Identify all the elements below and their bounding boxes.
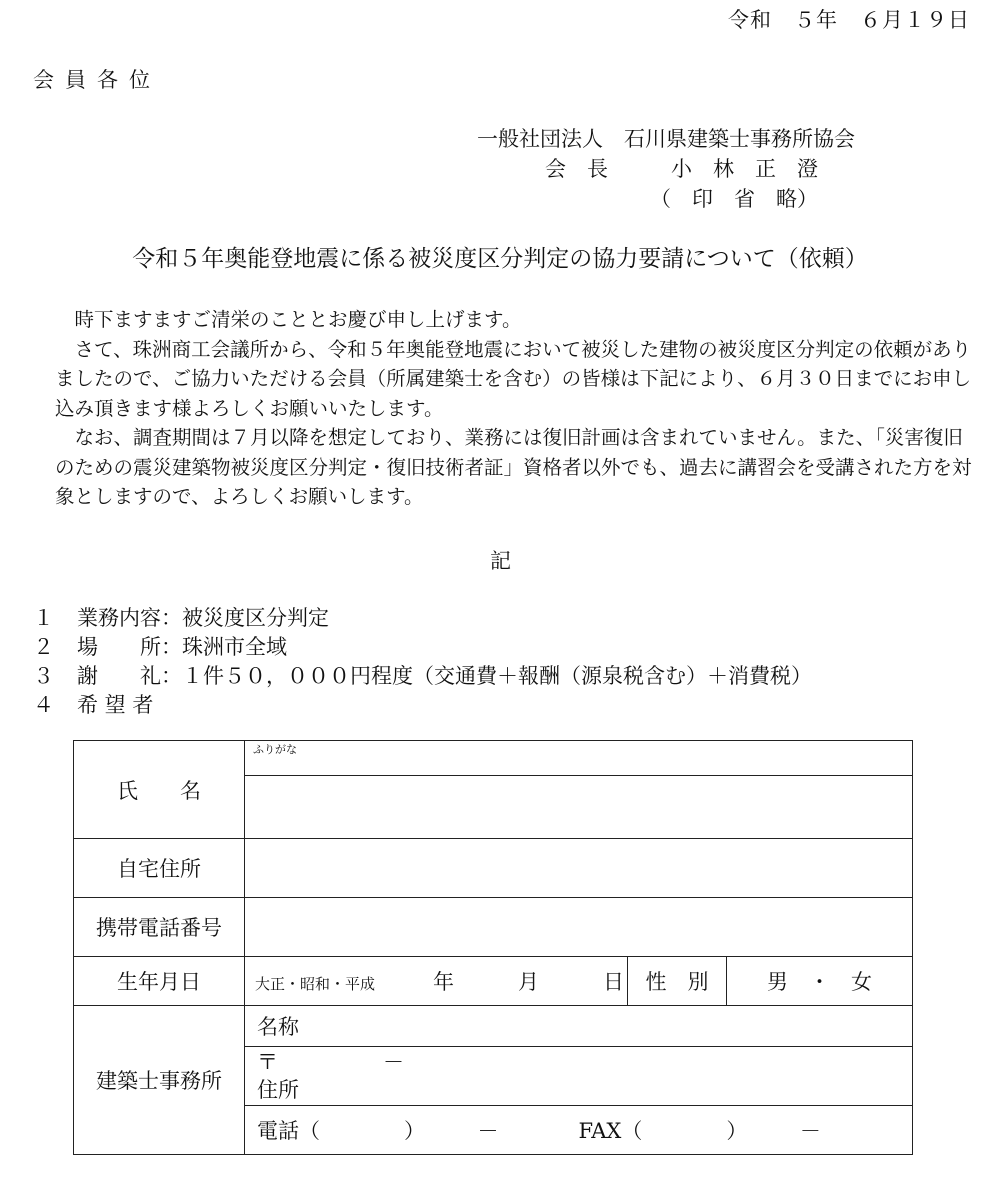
sex-label: 性 別 xyxy=(628,957,727,1006)
mobile-label: 携帯電話番号 xyxy=(74,898,245,957)
sender-president: 会 長 小 林 正 澄 xyxy=(545,157,818,181)
list-item: ２ 場 所：珠洲市全域 xyxy=(33,635,287,659)
furigana-field[interactable]: ふりがな xyxy=(245,741,913,776)
home-address-label: 自宅住所 xyxy=(74,839,245,898)
note-paragraph: なお、調査期間は７月以降を想定しており、業務には復旧計画は含まれていません。また、「災害復旧のための震災建築物被災度区分判定・復旧技術者証」資格者以外でも、過去に講習会を受講された方を対象としますので、よろしくお願いします。 xyxy=(55,426,972,508)
recipient: 会員各位 xyxy=(33,68,161,92)
birth-label: 生年月日 xyxy=(74,957,245,1006)
office-address-field[interactable] xyxy=(245,1047,913,1106)
mobile-field[interactable] xyxy=(245,898,913,957)
home-address-field[interactable] xyxy=(245,839,913,898)
phone-label: 電話（ ） － xyxy=(257,1119,499,1143)
office-name-field[interactable]: 名称 xyxy=(245,1006,913,1047)
list-item: ４ 希 望 者 xyxy=(33,693,154,717)
sender-organization: 一般社団法人 石川県建築士事務所協会 xyxy=(477,127,855,151)
era-options: 大正・昭和・平成 xyxy=(255,975,376,993)
name-field[interactable] xyxy=(245,776,913,839)
fax-label: FAX（ ） － xyxy=(578,1119,821,1143)
list-item: ３ 謝 礼：１件５０，０００円程度（交通費＋報酬（源泉税含む）＋消費税） xyxy=(33,664,812,688)
sex-field[interactable]: 男 ・ 女 xyxy=(727,957,913,1006)
body-text xyxy=(55,305,980,512)
list-item: １ 業務内容：被災度区分判定 xyxy=(33,606,329,630)
request-paragraph: さて、珠洲商工会議所から、令和５年奥能登地震において被災した建物の被災度区分判定の依頼がありましたので、ご協力いただける会員（所属建築士を含む）の皆様は下記により、６月３０日までにお申し込み頂きます様よろしくお願いいたします。 xyxy=(55,337,972,420)
application-form xyxy=(73,740,913,1155)
greeting-paragraph: 時下ますますご清栄のこととお慶び申し上げます。 xyxy=(55,308,522,331)
office-address-label: 住所 xyxy=(257,1078,299,1102)
office-phone-field[interactable] xyxy=(245,1106,913,1155)
birth-field[interactable]: 大正・昭和・平成 年 月 日 xyxy=(245,957,628,1006)
postal-code: 〒 － xyxy=(257,1050,404,1074)
seal-note: （ 印 省 略） xyxy=(650,187,818,211)
office-label: 建築士事務所 xyxy=(74,1006,245,1155)
document-title: 令和５年奥能登地震に係る被災度区分判定の協力要請について（依頼） xyxy=(132,246,868,272)
ki-heading: 記 xyxy=(490,549,511,573)
name-label: 氏 名 xyxy=(74,741,245,839)
item-list xyxy=(33,604,812,720)
document-date: 令和 ５年 ６月１９日 xyxy=(728,8,970,32)
